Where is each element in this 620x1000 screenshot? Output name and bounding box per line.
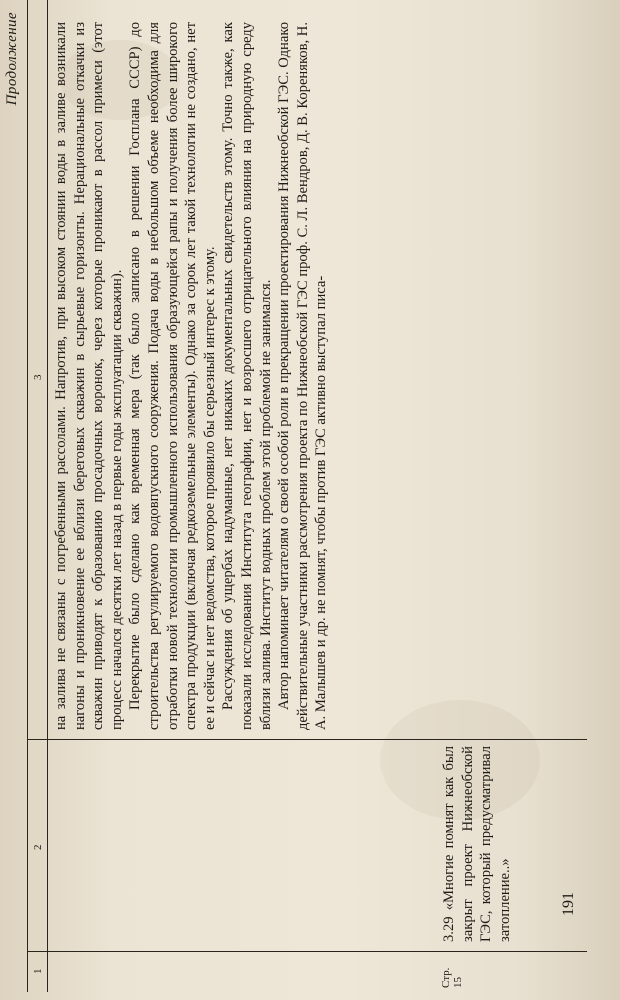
column-number-3: 3	[32, 374, 44, 380]
page-reference: Стр. 15	[440, 967, 464, 988]
quoted-statement: 3.29 «Многие помнят как был закрыт проект Нижнеобской ГЭС, который предусматривал затопление..»	[441, 746, 513, 942]
table-top-border	[27, 0, 28, 992]
column-divider-1	[27, 951, 587, 952]
commentary-paragraph: на залива не связаны с погребенными рассолами. Напротив, при высоком стоянии воды в заливе возникали нагоны и проникновение ее вблизи береговых скважин в сырьевые горизонты. Нерациональные откачки из скважин приводят к образованию просадочных воронок, через которые проникают в рассол примеси (этот процесс начался десятки лет назад в первые годы эксплуатации скважин).	[53, 22, 125, 730]
commentary-paragraph: Рассуждения об ущербах надуманные, нет никаких документальных свидетельств этому. Точно также, как показали исследования Института географии, нет и возросшего отрицательного влияния на природную среду вблизи залива. Институт водных проблем этой проблемой не занимался.	[220, 22, 274, 730]
column-number-1: 1	[32, 968, 44, 974]
commentary-cell	[52, 22, 331, 730]
header-row-border	[47, 0, 48, 992]
continuation-label: Продолжение	[4, 12, 20, 106]
commentary-paragraph: Перекрытие было сделано как временная мера (так было записано в решении Госплана СССР) до строительства регулируемого водовпускного сооружения. Подача воды в небольшом объеме необходима для отработки новой технологии промышленного использования образующейся рапы и получения более широкого спектра продукции (включая редкоземельные элементы). Однако за сорок лет такой технологии не создано, нет ее и сейчас и нет ведомства, которое проявило бы серьезный интерес к этому.	[127, 22, 218, 730]
commentary-paragraph: Автор напоминает читателям о своей особой роли в прекращении проектирования Нижнеобской ГЭС. Однако действительные участники рассмотрения проекта по Нижнеобской ГЭС проф. С. Л. Вендров, Д. В. Кореняков, Н. А. Малышев и др. не помнят, чтобы против ГЭС активно выступал писа-	[276, 22, 330, 730]
page-number: 191	[560, 892, 577, 916]
column-divider-2	[27, 739, 587, 740]
column-number-2: 2	[32, 844, 44, 850]
